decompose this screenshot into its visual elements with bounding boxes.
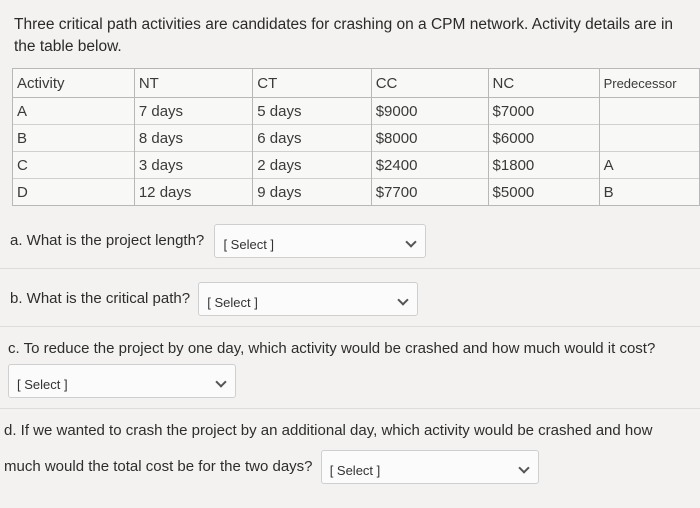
header-nc: NC [488, 69, 599, 98]
header-activity: Activity [13, 69, 135, 98]
project-length-select-value: [ Select ] [223, 237, 275, 252]
activity-table [12, 68, 700, 206]
cell-predecessor: A [599, 152, 699, 179]
cell-activity: A [13, 98, 135, 125]
header-ct: CT [253, 69, 371, 98]
header-cc: CC [371, 69, 488, 98]
crash-two-days-select-value: [ Select ] [329, 463, 381, 478]
cell-nc: $7000 [488, 98, 599, 125]
question-b-text: b. What is the critical path? [10, 289, 191, 307]
cell-nc: $1800 [488, 152, 599, 179]
crash-one-day-select[interactable] [8, 364, 236, 398]
crash-two-days-select[interactable] [321, 450, 539, 484]
cell-cc: $9000 [371, 98, 488, 125]
chevron-down-icon [518, 462, 529, 473]
critical-path-select-value: [ Select ] [207, 295, 258, 310]
chevron-down-icon [406, 236, 417, 247]
project-length-select[interactable] [214, 224, 426, 258]
cell-nt: 12 days [134, 179, 252, 206]
table-row [13, 152, 700, 179]
cell-activity: B [13, 125, 135, 152]
cell-cc: $8000 [371, 125, 488, 152]
cell-ct: 2 days [253, 152, 371, 179]
cell-ct: 5 days [253, 98, 371, 125]
cell-nt: 3 days [134, 152, 252, 179]
question-a-text: a. What is the project length? [10, 231, 205, 249]
header-nt: NT [134, 69, 252, 98]
cell-nt: 8 days [134, 125, 252, 152]
crash-one-day-select-value: [ Select ] [17, 377, 68, 392]
cell-ct: 6 days [253, 125, 371, 152]
cell-ct: 9 days [253, 179, 371, 206]
question-divider [0, 268, 700, 269]
chevron-down-icon [215, 376, 226, 387]
cell-predecessor [599, 125, 699, 152]
table-row [13, 98, 700, 125]
table-header-row [13, 69, 700, 98]
question-d [4, 418, 698, 484]
header-predecessor: Predecessor [599, 69, 699, 98]
question-c [8, 336, 698, 398]
question-a [10, 224, 426, 258]
cell-cc: $2400 [371, 152, 488, 179]
cell-nc: $5000 [488, 179, 599, 206]
question-intro: Three critical path activities are candidates for crashing on a CPM network. Activity details are in the table below. [14, 16, 674, 55]
cell-activity: C [13, 152, 135, 179]
chevron-down-icon [398, 294, 409, 305]
cell-nc: $6000 [488, 125, 599, 152]
question-d-text-line2: much would the total cost be for the two days? [4, 457, 313, 475]
question-divider [0, 408, 700, 409]
table-row [13, 125, 700, 152]
cell-cc: $7700 [371, 179, 488, 206]
cell-predecessor [599, 98, 699, 125]
table-row [13, 179, 700, 206]
question-d-text-line1: d. If we wanted to crash the project by an additional day, which activity would be crashed and how [4, 422, 653, 439]
cell-activity: D [13, 179, 135, 206]
cell-predecessor: B [599, 179, 699, 206]
critical-path-select[interactable] [198, 282, 418, 316]
cell-nt: 7 days [134, 98, 252, 125]
question-b [10, 282, 418, 316]
question-c-text: c. To reduce the project by one day, which activity would be crashed and how much would it cost? [8, 340, 656, 357]
question-divider [0, 326, 700, 327]
